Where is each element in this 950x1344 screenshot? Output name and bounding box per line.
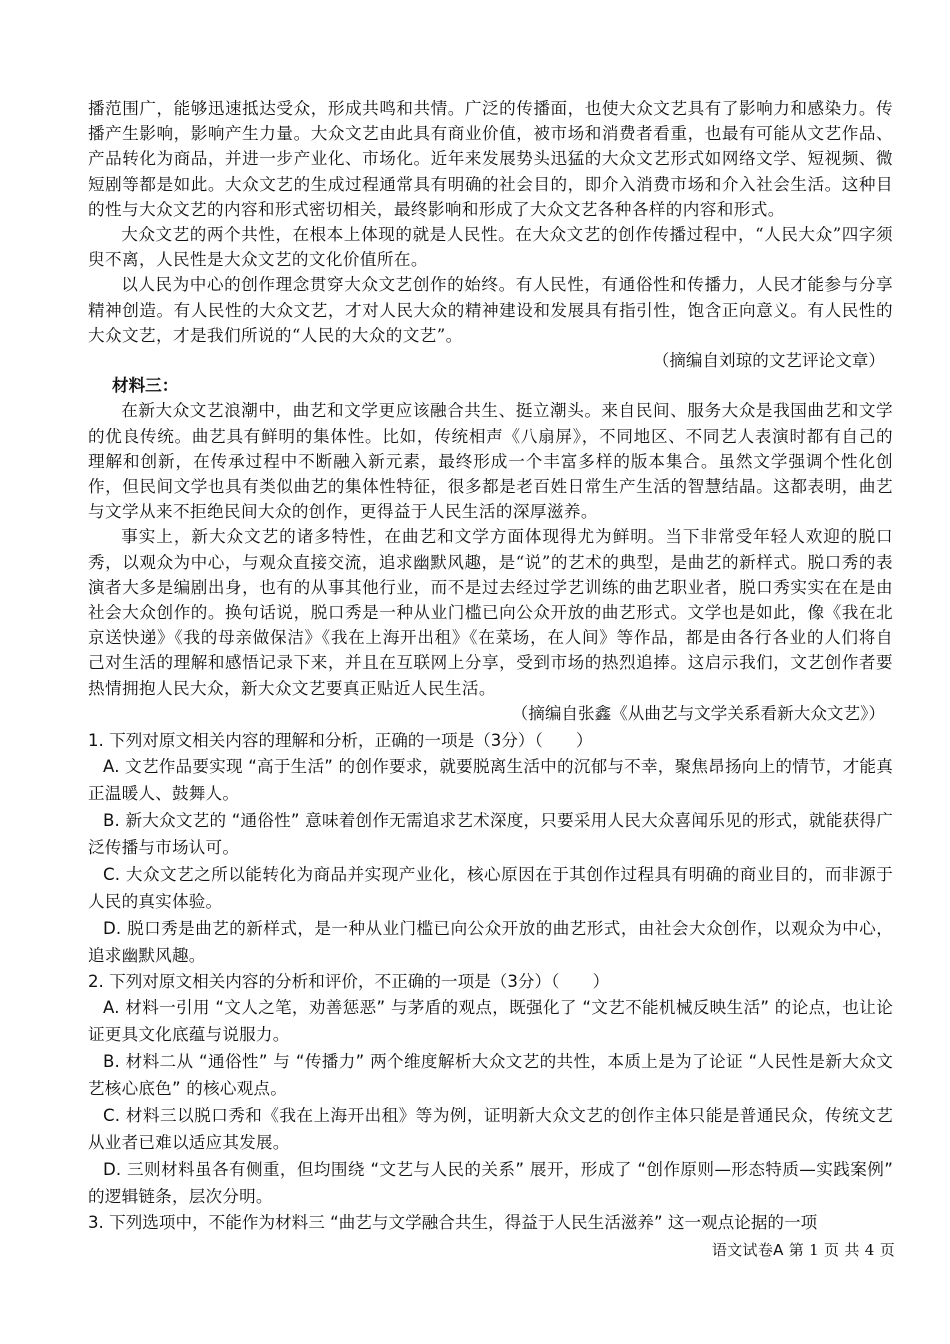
material-two-paragraph-1: 播范围广，能够迅速抵达受众，形成共鸣和共情。广泛的传播面，也使大众文艺具有了影响力和感染力。传播产生影响，影响产生力量。大众文艺由此具有商业价值，被市场和消费者看重，也最有可能从文艺作品、产品转化为商品，并进一步产业化、市场化。近年来发展势头迅猛的大众文艺形式如网络文学、短视频、微短剧等都是如此。大众文艺的生成过程通常具有明确的社会目的，即介入消费市场和介入社会生活。这种目的性与大众文艺的内容和形式密切相关，最终影响和形成了大众文艺各种各样的内容和形式。: [88, 99, 893, 219]
question-2-option-a[interactable]: A. 材料一引用 “文人之笔，劝善惩恶” 与茅盾的观点，既强化了 “文艺不能机械反映生活” 的论点，也让论证更具文化底蕴与说服力。: [88, 998, 893, 1045]
exam-page: [88, 96, 893, 1236]
material-three-source: （摘编自张鑫《从曲艺与文学关系看新大众文艺》）: [511, 703, 885, 723]
question-3: [88, 1210, 893, 1235]
exam-label: 语文试卷A: [711, 1241, 784, 1259]
page-number: 第 1 页 共 4 页: [788, 1241, 895, 1259]
material-two-paragraph-3: 以人民为中心的创作理念贯穿大众文艺创作的始终。有人民性，有通俗性和传播力，人民才能参与分享精神创造。有人民性的大众文艺，才对人民大众的精神建设和发展具有指引性，饱含正向意义。有人民性的大众文艺，才是我们所说的“人民的大众的文艺”。: [88, 275, 893, 345]
question-1: [88, 728, 893, 969]
material-two-source: （摘编自刘琼的文艺评论文章）: [652, 351, 885, 371]
material-two-section: [88, 96, 893, 373]
material-two-paragraph-2: 大众文艺的两个共性，在根本上体现的就是人民性。在大众文艺的创作传播过程中，“人民大众”四字须臾不离，人民性是大众文艺的文化价值所在。: [88, 225, 893, 270]
material-three-paragraph-1: 在新大众文艺浪潮中，曲艺和文学更应该融合共生、挺立潮头。来自民间、服务大众是我国曲艺和文学的优良传统。曲艺具有鲜明的集体性。比如，传统相声《八扇屏》，不同地区、不同艺人表演时都有自己的理解和创新，在传承过程中不断融入新元素，最终形成一个丰富多样的版本集合。虽然文学强调个性化创作，但民间文学也具有类似曲艺的集体性特征，很多都是老百姓日常生产生活的智慧结晶。这都表明，曲艺与文学从来不拒绝民间大众的创作，更得益于人民生活的深厚滋养。: [88, 401, 893, 522]
question-2-option-d[interactable]: D. 三则材料虽各有侧重，但均围绕 “文艺与人民的关系” 展开，形成了 “创作原则—形态特质—实践案例” 的逻辑链条，层次分明。: [88, 1160, 893, 1207]
question-1-option-d[interactable]: D. 脱口秀是曲艺的新样式，是一种从业门槛已向公众开放的曲艺形式，由社会大众创作，以观众为中心，追求幽默风趣。: [88, 919, 893, 966]
material-three-section: [88, 373, 893, 726]
question-1-option-c[interactable]: C. 大众文艺之所以能转化为商品并实现产业化，核心原因在于其创作过程具有明确的商业目的，而非源于人民的真实体验。: [88, 865, 893, 912]
question-stem: 2. 下列对原文相关内容的分析和评价，不正确的一项是（3分）（ ）: [88, 972, 610, 992]
question-2: [88, 969, 893, 1210]
question-1-option-b[interactable]: B. 新大众文艺的 “通俗性” 意味着创作无需追求艺术深度，只要采用人民大众喜闻乐见的形式，就能获得广泛传播与市场认可。: [88, 811, 893, 858]
question-2-option-b[interactable]: B. 材料二从 “通俗性” 与 “传播力” 两个维度解析大众文艺的共性，本质上是为了论证 “人民性是新大众文艺核心底色” 的核心观点。: [88, 1052, 893, 1099]
material-three-paragraph-2: 事实上，新大众文艺的诸多特性，在曲艺和文学方面体现得尤为鲜明。当下非常受年轻人欢迎的脱口秀，以观众为中心，与观众直接交流，追求幽默风趣，是“说”的艺术的典型，是曲艺的新样式。脱口秀的表演者大多是编剧出身，也有的从事其他行业，而不是过去经过学艺训练的曲艺职业者，脱口秀实实在在是由社会大众创作的。换句话说，脱口秀是一种从业门槛已向公众开放的曲艺形式。文学也是如此，像《我在北京送快递》《我的母亲做保洁》《我在上海开出租》《在菜场，在人间》等作品，都是由各行各业的人们将自己对生活的理解和感悟记录下来，并且在互联网上分享，受到市场的热烈追捧。这启示我们，文艺创作者要热情拥抱人民大众，新大众文艺要真正贴近人民生活。: [88, 527, 893, 698]
question-2-option-c[interactable]: C. 材料三以脱口秀和《我在上海开出租》等为例，证明新大众文艺的创作主体只能是普通民众，传统文艺从业者已难以适应其发展。: [88, 1106, 893, 1153]
question-stem: 1. 下列对原文相关内容的理解和分析，正确的一项是（3分）（ ）: [88, 731, 593, 751]
page-footer: [680, 1239, 895, 1260]
question-stem: 3. 下列选项中，不能作为材料三 “曲艺与文学融合共生，得益于人民生活滋养” 这一观点论据的一项: [88, 1213, 818, 1233]
material-three-heading: 材料三：: [112, 376, 179, 396]
questions-section: [88, 728, 893, 1236]
question-1-option-a[interactable]: A. 文艺作品要实现 “高于生活” 的创作要求，就要脱离生活中的沉郁与不幸，聚焦昂扬向上的情节，才能真正温暖人、鼓舞人。: [88, 757, 893, 804]
